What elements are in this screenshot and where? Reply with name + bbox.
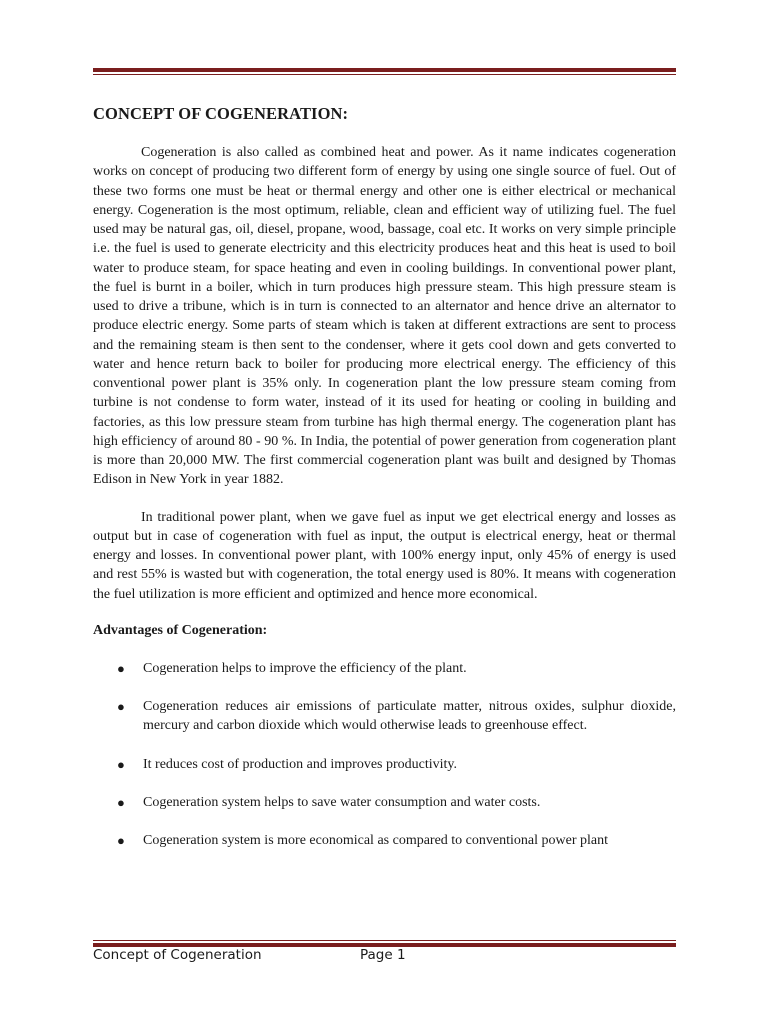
list-item-text: Cogeneration system is more economical as compared to conventional power plant	[143, 833, 608, 848]
bullet-icon: ●	[117, 833, 125, 848]
list-item-text: It reduces cost of production and improves productivity.	[143, 756, 458, 772]
advantages-list	[93, 659, 676, 851]
footer-rule	[93, 940, 676, 947]
page-title: CONCEPT OF COGENERATION:	[93, 104, 349, 123]
list-item	[93, 659, 676, 678]
list-item	[93, 831, 676, 850]
list-item	[93, 755, 676, 774]
bullet-icon: ●	[117, 794, 125, 810]
list-item	[93, 697, 676, 736]
page-number: Page 1	[360, 947, 406, 963]
list-item-text: Cogeneration reduces air emissions of particulate matter, nitrous oxides, sulphur dioxide, mercury and carbon dioxide which would otherwise leads to greenhouse effect.	[143, 699, 676, 734]
header-rule	[93, 68, 676, 75]
list-item-text: Cogeneration system helps to save water consumption and water costs.	[143, 794, 541, 810]
header-rule-thick	[93, 68, 676, 72]
bullet-icon: ●	[117, 699, 125, 714]
list-item-text: Cogeneration helps to improve the efficiency of the plant.	[143, 660, 467, 676]
footer-rule-thin	[93, 940, 676, 941]
footer-title: Concept of Cogeneration	[93, 947, 262, 963]
comparison-paragraph: In traditional power plant, when we gave fuel as input we get electrical energy and losses as output but in case of cogeneration with fuel as input, the output is electrical energy, heat or thermal energy and losses. In conventional power plant, with 100% energy input, only 45% of energy is used and rest 55% is wasted but with cogeneration, the total energy used is 80%. It means with cogeneration the fuel utilization is more efficient and optimized and hence more economical.	[93, 509, 676, 602]
bullet-icon: ●	[117, 660, 125, 676]
bullet-icon: ●	[117, 756, 125, 772]
list-item	[93, 793, 676, 812]
advantages-heading: Advantages of Cogeneration:	[93, 622, 268, 638]
header-rule-thin	[93, 74, 676, 75]
intro-paragraph: Cogeneration is also called as combined heat and power. As it name indicates cogeneration works on concept of producing two different form of energy by using one single source of fuel. Out of these two forms one must be heat or thermal energy and other one is either electrical or mechanical energy. Cogeneration is the most optimum, reliable, clean and efficient way of utilizing fuel. The fuel used may be natural gas, oil, diesel, propane, wood, bassage, coal etc. It works on very simple principle i.e. the fuel is used to generate electricity and this electricity produces heat and this heat is used to boil water to produce steam, for space heating and even in cooling buildings. In conventional power plant, the fuel is burnt in a boiler, which in turn produces high pressure steam. This high pressure steam is used to drive a tribune, which is in turn is connected to an alternator and hence drive an alternator to produce electric energy. Some parts of steam which is taken at different extractions are sent to process and the remaining steam is then sent to the condenser, where it gets cool down and gets converted to water and hence return back to boiler for producing more electrical energy. The efficiency of this conventional power plant is 35% only. In cogeneration plant the low pressure steam coming from turbine is not condense to form water, instead of it its used for heating or cooling in building and factories, as this low pressure steam from turbine has high thermal energy. The cogeneration plant has high efficiency of around 80 - 90 %. In India, the potential of power generation from cogeneration plant is more than 20,000 MW. The first commercial cogeneration plant was built and designed by Thomas Edison in New York in year 1882.	[93, 145, 676, 488]
page-content	[93, 104, 676, 850]
